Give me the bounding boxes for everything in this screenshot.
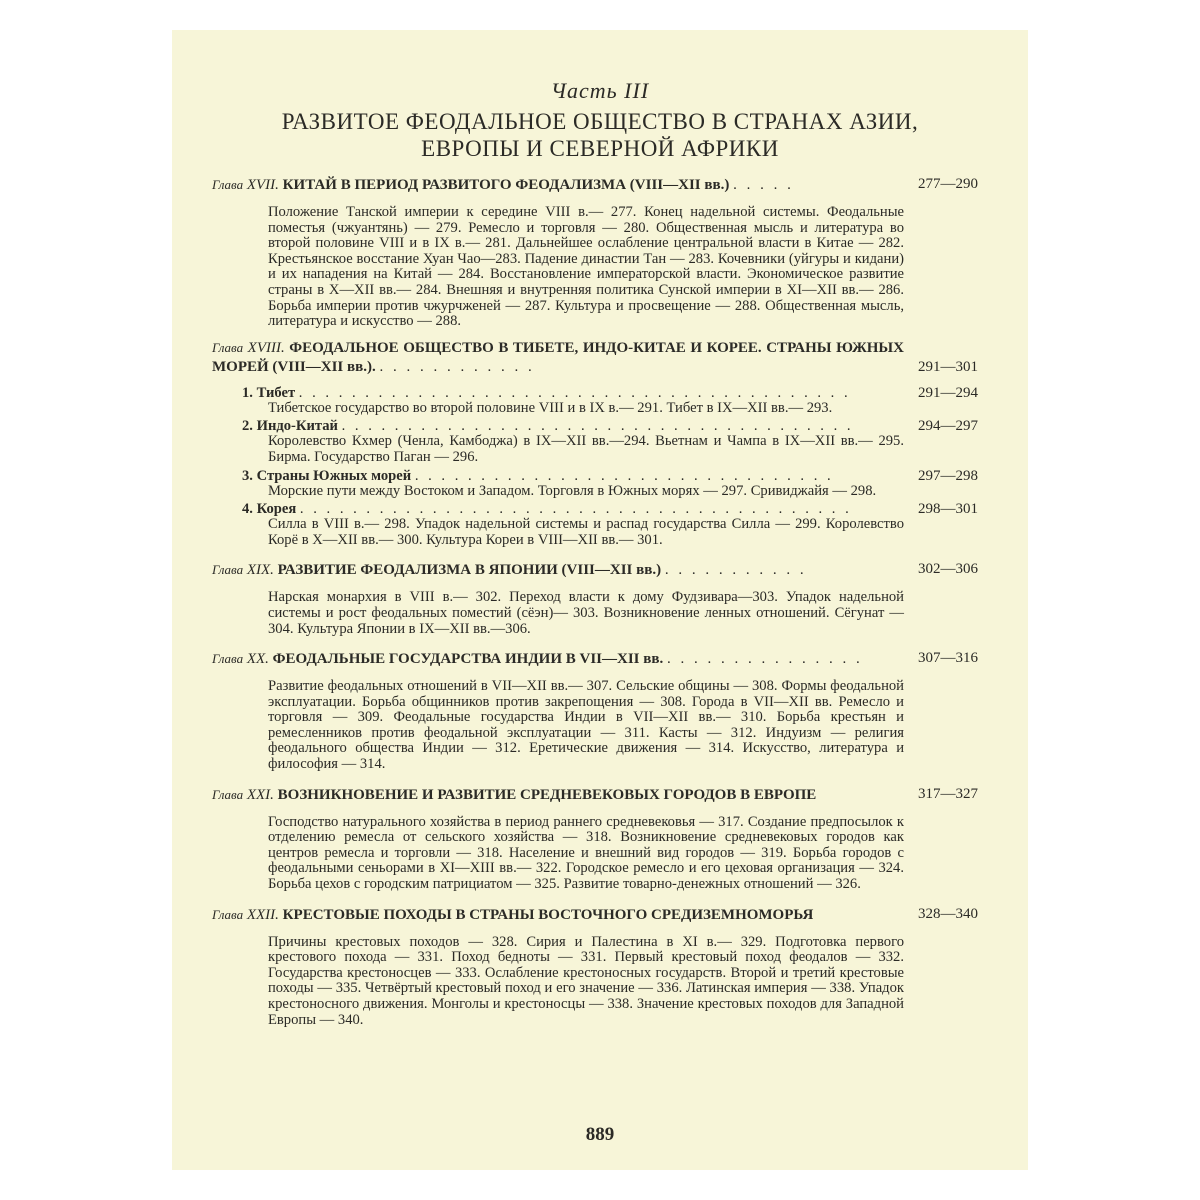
leader-dots: . . . . . . . . . . . . . . . . . . . . . . . . . . . . . . . . . . . . . . . — [341, 418, 854, 435]
section-pages: 298—301 — [918, 501, 978, 518]
leader-dots: . . . . . . . . . . . . . . . . . . . . . . . . . . . . . . . . . . . . . . . . . . — [299, 501, 852, 518]
chapter-entry — [212, 905, 978, 1029]
chapter-summary: Нарская монархия в VIII в.— 302. Переход власти к дому Фудзивара—303. Упадок надельной системы и рост феодальных поместий (сёэн)— 303. Возникновение ленных отношений. Сёгунат — 304. Культура Японии в IX—XII вв.—306. — [268, 589, 904, 637]
chapter-title: РАЗВИТИЕ ФЕОДАЛИЗМА В ЯПОНИИ (VIII—XII вв.) — [277, 562, 662, 579]
leader-dots: . . . . . . . . . . . . — [379, 358, 535, 375]
chapter-pages: 291—301 — [918, 358, 978, 375]
section-heading — [242, 468, 978, 484]
part-label: Часть III — [550, 78, 650, 103]
chapter-pages: 317—327 — [918, 785, 978, 802]
section-number: 2. — [242, 418, 253, 435]
section-summary: Тибетское государство во второй половине VIII и в IX в.— 291. Тибет в IX—XII вв.— 293. — [268, 399, 833, 416]
chapter-entry — [212, 560, 978, 637]
section-summary: Силла в VIII в.— 298. Упадок надельной системы и распад государства Силла — 299. Королевство Корё в X—XII вв.— 300. Культура Кореи в VIII—XII вв.— 301. — [268, 516, 904, 548]
section-number: 4. — [242, 501, 253, 518]
part-title-line: ЕВРОПЫ И СЕВЕРНОЙ АФРИКИ — [421, 136, 779, 161]
chapter-summary: Причины крестовых походов — 328. Сирия и Палестина в XI в.— 329. Подготовка первого крестового похода — 331. Поход бедноты — 331. Первый крестовый поход феодалов — 332. Государства крестоносцев — 333. Ослабление крестоносных государств. Второй и третий крестовые походы — 335. Четвёртый крестовый поход и его значение — 336. Латинская империя — 338. Упадок крестоносного движения. Монголы и крестоносцы — 338. Значение крестовых походов для Западной Европы — 340. — [268, 933, 904, 1028]
chapter-word: Глава — [212, 906, 244, 922]
chapter-summary: Положение Танской империи к середине VIII в.— 277. Конец надельной системы. Феодальные поместья (чжуантянь) — 279. Ремесло и торговля — 280. Общественная мысль и литература во второй половине VIII и в IX в.— 281. Дальнейшее ослабление центральной власти в Китае — 282. Крестьянское восстание Хуан Чао—283. Падение династии Тан — 283. Кочевники (уйгуры и кидани) и их нападения на Китай — 284. Восстановление императорской власти. Экономическое развитие страны в X—XII вв.— 284. Внешняя и внутренняя политика Сунской империи в XI—XII вв.— 286. Борьба империи против чжурчженей — 287. Культура и просвещение — 288. Общественная мысль, литература и искусство — 288. — [268, 204, 904, 330]
section-entry — [212, 385, 978, 417]
page-number: 889 — [585, 1124, 615, 1145]
section-number: 1. — [242, 384, 253, 401]
part-title-line: РАЗВИТОЕ ФЕОДАЛЬНОЕ ОБЩЕСТВО В СТРАНАХ АЗИИ, — [281, 109, 919, 134]
part-title — [172, 108, 1028, 162]
chapter-title: ФЕОДАЛЬНОЕ ОБЩЕСТВО В ТИБЕТЕ, ИНДО-КИТАЕ И КОРЕЕ. СТРАНЫ ЮЖНЫХ МОРЕЙ (VIII—XII вв.). — [212, 339, 904, 375]
chapter-entry — [212, 649, 978, 773]
chapter-entry — [212, 785, 978, 893]
section-pages: 294—297 — [918, 418, 978, 435]
section-entry — [212, 468, 978, 500]
chapter-number: XVIII. — [247, 339, 285, 356]
chapter-number: XXII. — [246, 906, 279, 923]
section-entry — [212, 418, 978, 465]
section-title: Индо-Китай — [256, 418, 338, 435]
leader-dots: . . . . . . . . . . . . . . . . . . . . . . . . . . . . . . . . . . . . . . . . . . — [298, 384, 851, 401]
chapter-word: Глава — [212, 651, 244, 667]
chapter-heading — [212, 649, 978, 669]
table-of-contents — [212, 175, 978, 1028]
section-title: Тибет — [256, 384, 296, 401]
section-heading — [242, 501, 978, 517]
chapter-summary: Развитие феодальных отношений в VII—XII вв.— 307. Сельские общины — 308. Формы феодальной эксплуатации. Борьба общинников против закрепощения — 308. Города в VII—XII вв. Ремесло и торговля — 309. Феодальные государства Индии в VII—XII вв.— 310. Борьба крестьян и ремесленников против феодальной эксплуатации — 311. Касты — 312. Индуизм — религия феодального общества Индии — 312. Еретические движения — 314. Искусство, литература и философия — 314. — [268, 678, 904, 773]
chapter-title: КРЕСТОВЫЕ ПОХОДЫ В СТРАНЫ ВОСТОЧНОГО СРЕДИЗЕМНОМОРЬЯ — [282, 906, 814, 923]
section-number: 3. — [242, 467, 253, 484]
chapter-title: ВОЗНИКНОВЕНИЕ И РАЗВИТИЕ СРЕДНЕВЕКОВЫХ ГОРОДОВ В ЕВРОПЕ — [277, 786, 817, 803]
leader-dots: . . . . . . . . . . . . . . . — [666, 651, 863, 668]
section-summary: Королевство Кхмер (Ченла, Камбоджа) в IX—XII вв.—294. Вьетнам и Чампа в IX—XII вв.— 295. Бирма. Государство Паган — 296. — [268, 433, 904, 465]
chapter-heading — [212, 905, 978, 925]
section-title: Страны Южных морей — [256, 467, 412, 484]
section-pages: 297—298 — [918, 467, 978, 484]
book-page — [172, 30, 1028, 1170]
chapter-number: XIX. — [246, 562, 274, 579]
section-heading — [242, 385, 978, 401]
section-title: Корея — [256, 501, 297, 518]
chapter-summary: Господство натурального хозяйства в период раннего средневековья — 317. Создание предпосылок к отделению ремесла от сельского хозяйства — 318. Возникновение средневековых городов как центров ремесла и торговли — 318. Население и внешний вид городов — 319. Борьба городов с феодальными сеньорами в XI—XIII вв.— 322. Городское ремесло и его цеховая организация — 324. Борьба цехов с городским патрициатом — 325. Развитие товарно-денежных отношений — 326. — [268, 813, 904, 893]
chapter-word: Глава — [212, 177, 244, 192]
leader-dots: . . . . . . . . . . . — [664, 562, 807, 579]
section-summary: Морские пути между Востоком и Западом. Торговля в Южных морях — 297. Сривиджайя — 298. — [268, 482, 877, 499]
section-heading — [242, 418, 978, 434]
leader-dots: . . . . . — [733, 177, 794, 193]
chapter-entry — [212, 175, 978, 330]
chapter-number: XXI. — [246, 786, 274, 803]
section-entry — [212, 501, 978, 548]
section-pages: 291—294 — [918, 384, 978, 401]
chapter-entry — [212, 338, 978, 549]
chapter-number: XVII. — [246, 177, 279, 193]
chapter-title: ФЕОДАЛЬНЫЕ ГОСУДАРСТВА ИНДИИ В VII—XII вв. — [272, 651, 664, 668]
chapter-pages: 277—290 — [918, 176, 978, 192]
chapter-pages: 307—316 — [918, 650, 978, 667]
chapter-pages: 328—340 — [918, 905, 978, 922]
chapter-word: Глава — [212, 562, 244, 578]
chapter-number: XX. — [246, 651, 269, 668]
leader-dots: . . . . . . . . . . . . . . . . . . . . . . . . . . . . . . . . — [414, 467, 834, 484]
chapter-heading — [212, 175, 978, 195]
chapter-pages: 302—306 — [918, 561, 978, 578]
chapter-title: КИТАЙ В ПЕРИОД РАЗВИТОГО ФЕОДАЛИЗМА (VIII—XII вв.) — [282, 177, 730, 193]
chapter-heading — [212, 785, 978, 805]
chapter-word: Глава — [212, 786, 244, 802]
chapter-heading — [212, 560, 978, 580]
chapter-word: Глава — [212, 339, 244, 355]
chapter-heading — [212, 338, 978, 377]
